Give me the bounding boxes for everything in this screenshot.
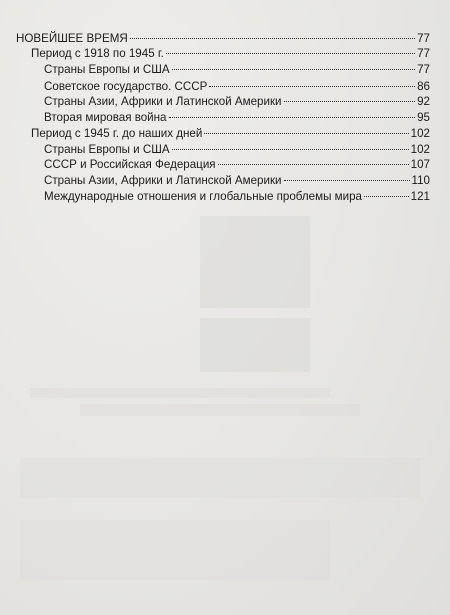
toc-entry-title: СССР и Российская Федерация [44,158,216,171]
toc-entry-period [31,127,430,141]
toc-entry-section [16,32,430,46]
toc-entry-period [31,47,430,61]
dot-leader [284,180,410,181]
toc-entry-title: НОВЕЙШЕЕ ВРЕМЯ [16,32,128,45]
toc-entry-topic [44,158,430,172]
toc-entry-topic [44,80,430,94]
toc-entry-title: Международные отношения и глобальные проблемы мира [44,190,362,203]
dot-leader [209,86,415,87]
toc-entry-page: 77 [417,63,430,76]
toc-entry-page: 95 [417,111,430,124]
toc-entry-title: Страны Европы и США [44,143,170,156]
toc-entry-topic [44,95,430,109]
toc-entry-page: 102 [410,143,430,156]
toc-entry-topic [44,111,430,125]
dot-leader [172,69,416,70]
toc-entry-page: 110 [411,174,430,187]
dot-leader [166,53,415,54]
bleed-through-qr-bottom [200,318,310,372]
dot-leader [284,101,416,102]
dot-leader [204,133,408,134]
toc-entry-title: Период с 1918 по 1945 г. [31,47,164,60]
toc-entry-title: Советское государство. СССР [44,80,208,93]
toc-entry-title: Период с 1945 г. до наших дней [31,127,203,140]
dot-leader [218,164,409,165]
toc-entry-page: 102 [410,127,430,140]
bleed-through-text [20,520,330,580]
dot-leader [169,117,416,118]
toc-entry-page: 77 [417,47,430,60]
toc-entry-topic [44,63,430,77]
toc-entry-title: Страны Азии, Африки и Латинской Америки [44,174,282,187]
toc-entry-title: Страны Европы и США [44,63,170,76]
dot-leader [364,196,409,197]
toc-entry-page: 92 [417,95,430,108]
dot-leader [130,38,415,39]
toc-entry-page: 107 [410,158,430,171]
toc-entry-title: Страны Азии, Африки и Латинской Америки [44,95,282,108]
toc-entry-topic [44,143,430,157]
toc-entry-topic [44,190,430,204]
toc-entry-page: 121 [410,190,430,203]
dot-leader [172,149,409,150]
bleed-through-qr-top [200,216,310,308]
bleed-through-text [30,388,330,398]
toc-entry-page: 77 [417,32,430,45]
toc-entry-title: Вторая мировая война [44,111,167,124]
bleed-through-text [20,458,420,498]
toc-entry-page: 86 [417,80,430,93]
bleed-through-text [80,404,360,416]
toc-entry-topic [44,174,430,188]
